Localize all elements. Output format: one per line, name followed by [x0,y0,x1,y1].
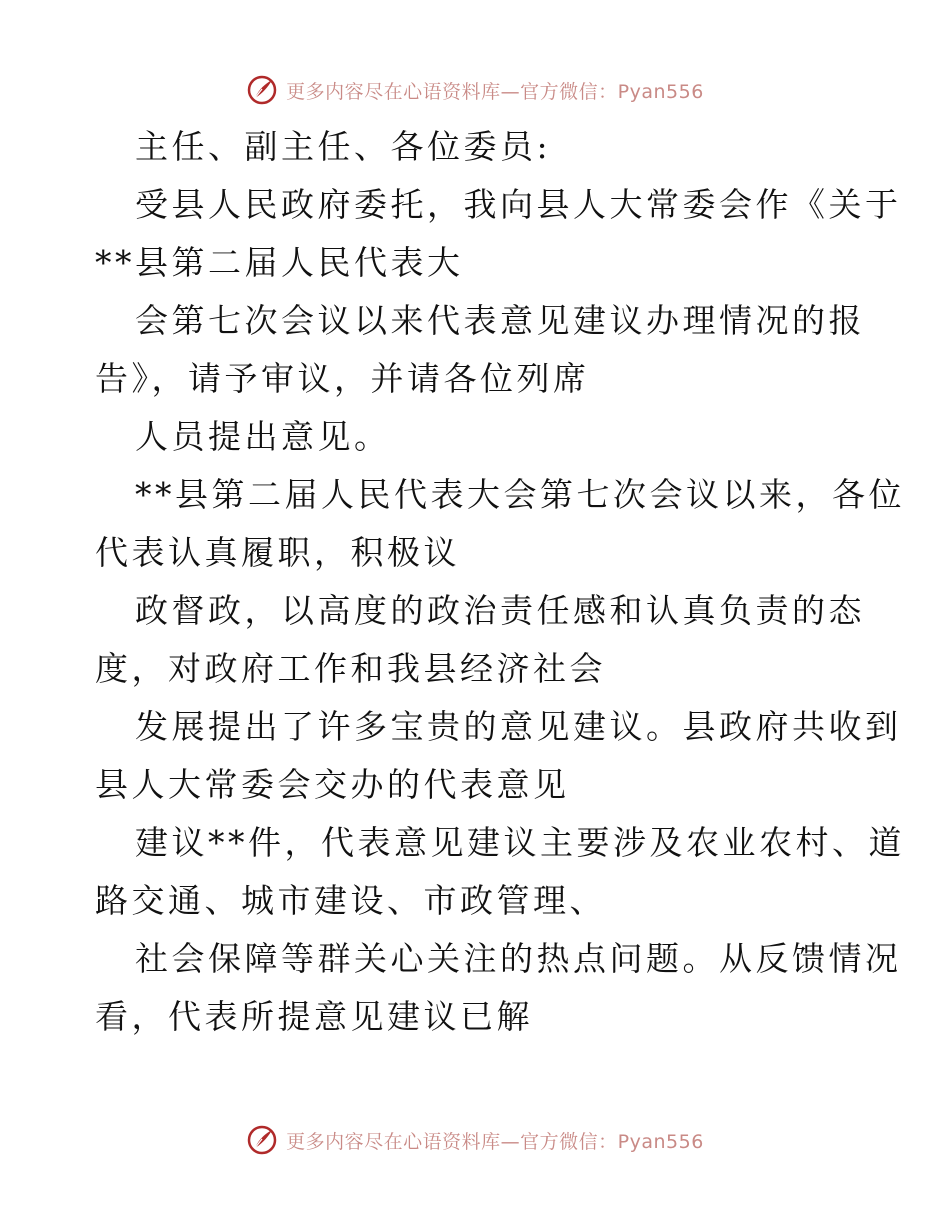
paragraph-line: 度，对政府工作和我县经济社会 [95,649,606,688]
feather-pen-logo-icon [246,1124,278,1156]
paragraph-line: **县第二届人民代表大 [95,243,464,282]
paragraph-line: 社会保障等群关心关注的热点问题。从反馈情况 [135,939,902,978]
salutation-line: 主任、副主任、各位委员: [135,127,552,166]
paragraph-line: 建议**件，代表意见建议主要涉及农业农村、道 [135,823,905,862]
paragraph-line: 发展提出了许多宝贵的意见建议。县政府共收到 [135,707,902,746]
header-watermark-text: 更多内容尽在心语资料库—官方微信：Pyan556 [286,80,704,103]
footer-watermark-text: 更多内容尽在心语资料库—官方微信：Pyan556 [286,1130,704,1153]
paragraph-line: 看，代表所提意见建议已解 [95,997,533,1036]
paragraph-line: 路交通、城市建设、市政管理、 [95,881,606,920]
footer-watermark-banner [0,1120,950,1160]
paragraph-line: 受县人民政府委托，我向县人大常委会作《关于 [135,185,902,224]
feather-pen-logo-icon [246,74,278,106]
paragraph-line: 政督政，以高度的政治责任感和认真负责的态 [135,591,865,630]
document-body [95,118,905,1046]
paragraph-line: 代表认真履职，积极议 [95,533,460,572]
paragraph-line: 告》，请予审议，并请各位列席 [95,359,590,398]
header-watermark-banner [0,70,950,110]
paragraph-line: 人员提出意见。 [135,417,391,456]
paragraph-line: 县人大常委会交办的代表意见 [95,765,570,804]
paragraph-line: 会第七次会议以来代表意见建议办理情况的报 [135,301,865,340]
paragraph-line: **县第二届人民代表大会第七次会议以来，各位 [135,475,905,514]
